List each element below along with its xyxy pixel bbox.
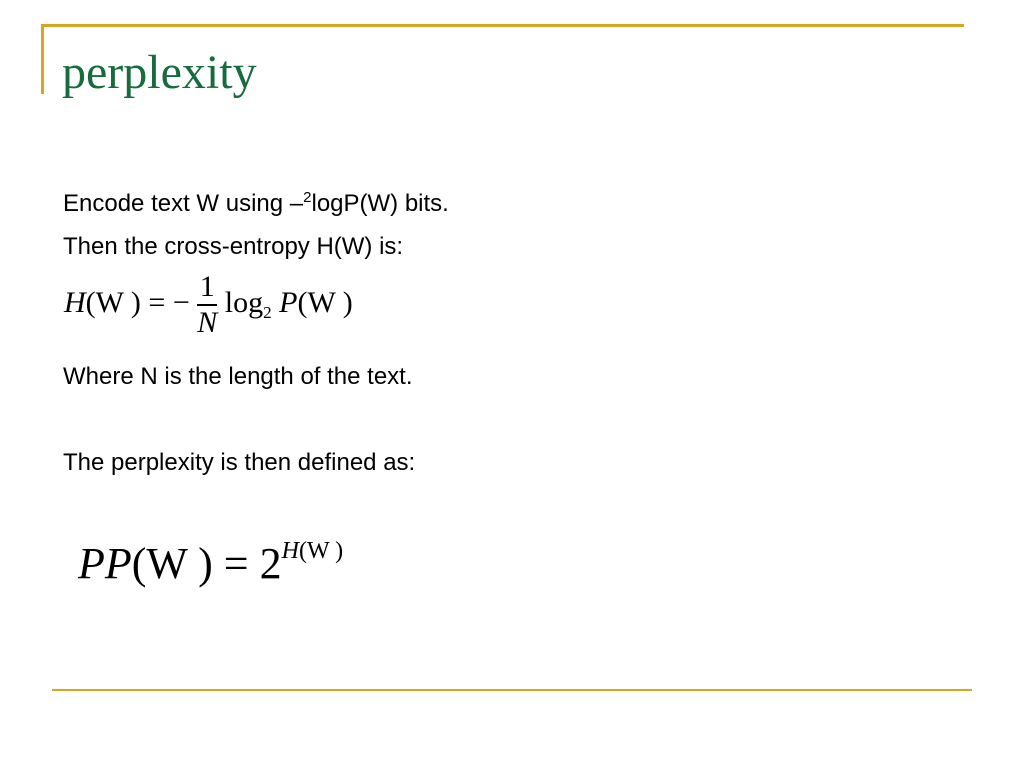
bottom-accent-line — [52, 689, 972, 691]
eq2-lhs: PP — [78, 539, 132, 588]
cross-entropy-equation — [64, 270, 353, 340]
eq1-numerator: 1 — [199, 270, 215, 303]
encode-text-superscript: 2 — [303, 189, 312, 206]
eq1-log-base: 2 — [263, 302, 272, 322]
eq1-lhs: H — [64, 285, 86, 319]
body-line-perplexity: The perplexity is then defined as: — [63, 449, 416, 476]
eq1-rhs-arg: (W ) — [297, 285, 353, 319]
eq1-rhs: P — [279, 285, 298, 319]
body-line-where-n: Where N is the length of the text. — [63, 363, 413, 390]
perplexity-equation — [78, 538, 343, 589]
eq2-lhs-arg: (W ) = 2 — [131, 539, 282, 588]
eq2-exponent-h: H — [281, 538, 299, 564]
slide-title: perplexity — [62, 46, 257, 99]
eq1-denominator: N — [197, 306, 218, 339]
body-line-cross-entropy: Then the cross-entropy H(W) is: — [63, 233, 404, 260]
top-accent-line — [44, 24, 964, 27]
eq2-exponent — [282, 538, 344, 564]
encode-text-suffix: logP(W) bits. — [311, 190, 449, 217]
eq2-exponent-arg: (W ) — [298, 538, 344, 564]
left-accent-line — [41, 24, 44, 94]
eq1-lhs-arg: (W ) = − — [85, 285, 190, 319]
body-line-encode — [63, 190, 449, 218]
encode-text-prefix: Encode text W using – — [63, 190, 304, 217]
eq1-log: log — [224, 285, 264, 319]
eq1-fraction — [197, 270, 217, 340]
